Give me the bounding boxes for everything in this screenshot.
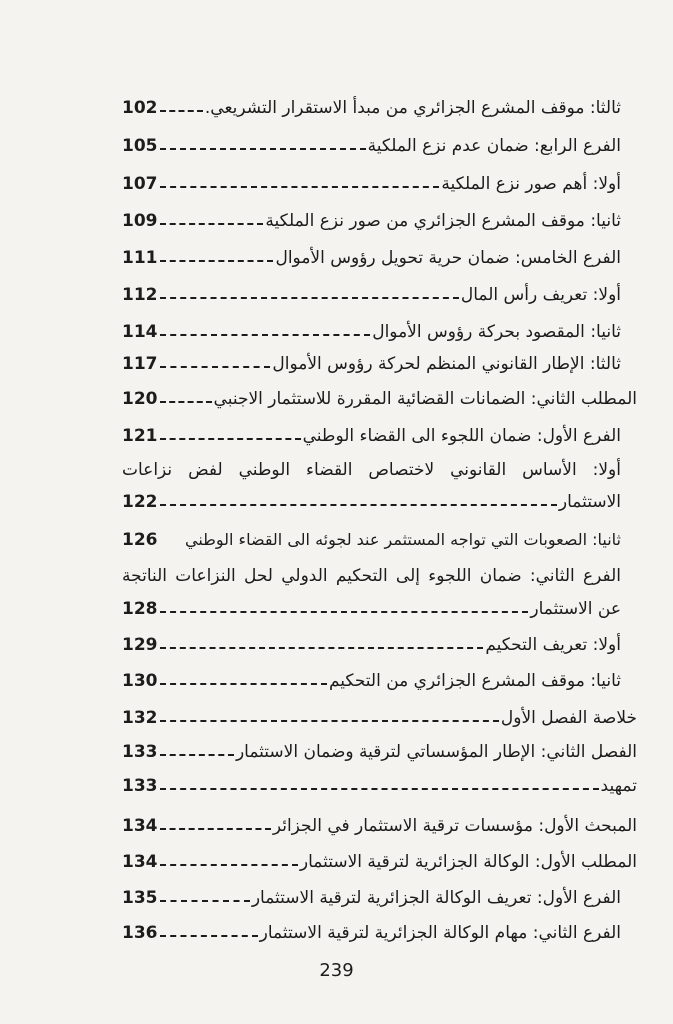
dot-leader [160, 223, 264, 225]
toc-entry-page: 122 [122, 492, 158, 512]
dot-leader [160, 647, 484, 649]
toc-entry-title: الفرع الرابع: ضمان عدم نزع الملكية [367, 136, 621, 156]
toc-entry-title: ثانيا: المقصود بحركة رؤوس الأموال [372, 322, 621, 342]
toc-entry-page: 126 [122, 530, 158, 550]
toc-entry-page: 107 [122, 174, 158, 194]
toc-entry-continuation: الاستثمار [558, 492, 621, 512]
dot-leader [160, 110, 203, 112]
dot-leader [160, 788, 599, 790]
dot-leader [160, 864, 298, 866]
toc-entry [122, 283, 621, 307]
dot-leader [160, 186, 440, 188]
dot-leader [160, 935, 258, 937]
dot-leader [160, 720, 499, 722]
toc-entry [122, 96, 621, 120]
toc-entry-title: الفرع الثاني: مهام الوكالة الجزائرية لترقية الاستثمار [259, 923, 621, 943]
toc-entry-page: 111 [122, 248, 158, 268]
toc-entry-title-first-line: أولا: الأساس القانوني لاختصاص القضاء الوطني لفض نزاعات [122, 460, 621, 480]
toc-entry [122, 172, 621, 196]
toc-entry-page: 134 [122, 852, 158, 872]
dot-leader [160, 611, 529, 613]
dot-leader [160, 504, 557, 506]
toc-entry-page: 112 [122, 285, 158, 305]
toc-entry-page: 136 [122, 923, 158, 943]
page-number: 239 [319, 960, 354, 981]
toc-entry-page: 102 [122, 98, 158, 118]
toc-entry-page: 130 [122, 671, 158, 691]
dot-leader [160, 754, 234, 756]
toc-entry-page: 109 [122, 211, 158, 231]
toc-entry [122, 740, 637, 764]
toc-entry [122, 597, 621, 621]
toc-entry-page: 133 [122, 742, 158, 762]
toc-entry-page: 117 [122, 354, 158, 374]
toc-entry-page: 121 [122, 426, 158, 446]
dot-leader [160, 828, 271, 830]
toc-entry [122, 490, 621, 514]
toc-entry [122, 320, 621, 344]
dot-leader [160, 900, 250, 902]
toc-entry [122, 669, 621, 693]
toc-entry-title: المطلب الأول: الوكالة الجزائرية لترقية الاستثمار [299, 852, 637, 872]
toc-entry-title: ثانيا: موقف المشرع الجزائري من التحكيم [328, 671, 621, 691]
dot-leader [160, 438, 301, 440]
toc-entry [122, 246, 621, 270]
toc-entry [122, 633, 621, 657]
toc-entry-continuation: عن الاستثمار [530, 599, 621, 619]
toc-entry-page: 132 [122, 708, 158, 728]
toc-entry [122, 774, 637, 798]
toc-entry-title: أولا: تعريف رأس المال [460, 285, 621, 305]
toc-entry-title: تمهيد [600, 776, 637, 796]
toc-entry-title: الفرع الأول: تعريف الوكالة الجزائرية لترقية الاستثمار [251, 888, 621, 908]
toc-entry-page: 134 [122, 816, 158, 836]
toc-entry-page: 135 [122, 888, 158, 908]
toc-entry-page: 114 [122, 322, 158, 342]
dot-leader [160, 297, 459, 299]
toc-entry [122, 387, 637, 411]
toc-entry-title: أولا: أهم صور نزع الملكية [441, 174, 621, 194]
toc-entry [122, 528, 621, 552]
toc-entry-title: أولا: تعريف التحكيم [485, 635, 621, 655]
toc-entry-title: الفرع الأول: ضمان اللجوء الى القضاء الوطني [302, 426, 621, 446]
dot-leader [160, 366, 271, 368]
dot-leader [160, 148, 366, 150]
toc-entry [122, 921, 621, 945]
toc-entry [122, 814, 637, 838]
toc-entry-page: 133 [122, 776, 158, 796]
toc-entry [122, 134, 621, 158]
toc-entry [122, 850, 637, 874]
toc-entry [122, 424, 621, 448]
toc-entry [122, 352, 621, 376]
toc-entry [122, 209, 621, 233]
toc-entry [122, 886, 621, 910]
dot-leader [160, 401, 212, 403]
toc-entry-title: الفصل الثاني: الإطار المؤسساتي لترقية وضمان الاستثمار [235, 742, 637, 762]
toc-entry-page: 128 [122, 599, 158, 619]
toc-entry-page: 105 [122, 136, 158, 156]
dot-leader [160, 334, 371, 336]
dot-leader [160, 683, 327, 685]
toc-entry-title: خلاصة الفصل الأول [500, 708, 637, 728]
toc-entry-page: 120 [122, 389, 158, 409]
dot-leader [160, 260, 274, 262]
toc-entry-title: ثالثا: الإطار القانوني المنظم لحركة رؤوس الأموال [272, 354, 621, 374]
toc-entry-page: 129 [122, 635, 158, 655]
toc-entry-title-first-line: الفرع الثاني: ضمان اللجوء إلى التحكيم الدولي لحل النزاعات الناتجة [122, 566, 621, 586]
toc-entry-title: ثالثا: موقف المشرع الجزائري من مبدأ الاستقرار التشريعي. [204, 98, 621, 118]
toc-entry-title: المبحث الأول: مؤسسات ترقية الاستثمار في الجزائر [272, 816, 637, 836]
toc-entry-title: ثانيا: الصعوبات التي تواجه المستثمر عند لجوئه الى القضاء الوطني [184, 530, 621, 549]
toc-entry-title: المطلب الثاني: الضمانات القضائية المقررة للاستثمار الاجنبي [213, 389, 637, 409]
toc-entry-title: ثانيا: موقف المشرع الجزائري من صور نزع الملكية [265, 211, 621, 231]
toc-entry-title: الفرع الخامس: ضمان حرية تحويل رؤوس الأموال [275, 248, 621, 268]
toc-entry [122, 706, 637, 730]
dot-leader [160, 542, 183, 544]
